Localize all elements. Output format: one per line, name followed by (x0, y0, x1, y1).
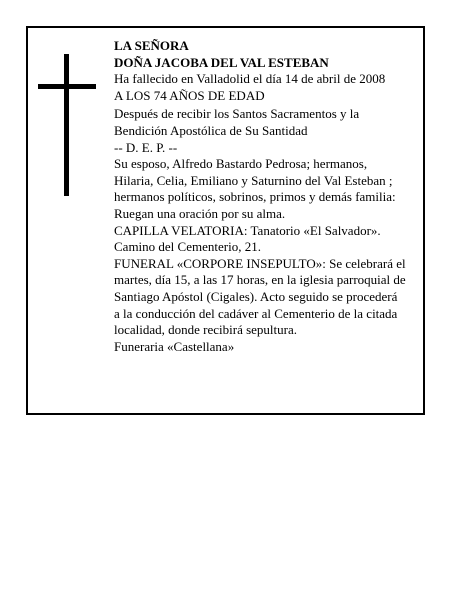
cross-vertical-bar (64, 54, 69, 196)
funeral-home-line: Funeraria «Castellana» (114, 338, 235, 354)
age-line: A LOS 74 AÑOS DE EDAD (114, 87, 265, 103)
sacraments-line-2: Bendición Apostólica de Su Santidad (114, 122, 308, 138)
rip-line: -- D. E. P. -- (114, 139, 178, 155)
funeral-line-5: localidad, donde recibirá sepultura. (114, 322, 298, 338)
family-line-2: Hilaria, Celia, Emiliano y Saturnino del Val Esteban ; (114, 172, 393, 188)
funeral-line-4: a la conducción del cadáver al Cementerio de la citada (114, 305, 398, 321)
funeral-line-3: Santiago Apóstol (Cigales). Acto seguido se procederá (114, 288, 398, 304)
family-line-3: hermanos políticos, sobrinos, primos y demás familia: (114, 189, 396, 205)
cross-icon (38, 54, 96, 196)
death-date-line: Ha fallecido en Valladolid el día 14 de abril de 2008 (114, 71, 386, 87)
family-line-4: Ruegan una oración por su alma. (114, 205, 286, 221)
family-line-1: Su esposo, Alfredo Bastardo Pedrosa; hermanos, (114, 156, 368, 172)
notice-title: LA SEÑORA (114, 38, 189, 53)
funeral-line-2: martes, día 15, a las 17 horas, en la iglesia parroquial de (114, 272, 406, 288)
wake-line-1: CAPILLA VELATORIA: Tanatorio «El Salvador». (114, 222, 381, 238)
funeral-line-1: FUNERAL «CORPORE INSEPULTO»: Se celebrará el (114, 255, 406, 271)
obituary-text (114, 38, 424, 355)
sacraments-line-1: Después de recibir los Santos Sacramentos y la (114, 106, 360, 122)
wake-line-2: Camino del Cementerio, 21. (114, 239, 261, 255)
deceased-name: DOÑA JACOBA DEL VAL ESTEBAN (114, 54, 329, 70)
cross-horizontal-bar (38, 84, 96, 89)
